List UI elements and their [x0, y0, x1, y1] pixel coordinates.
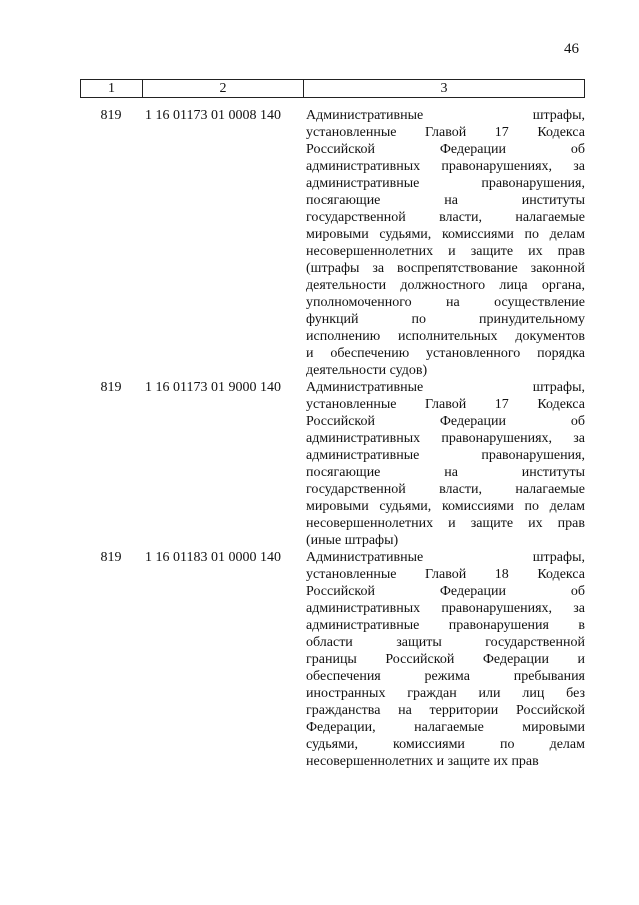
description-line: установленные Главой 18 Кодекса — [306, 567, 585, 582]
description-line: Административные штрафы, — [306, 380, 585, 395]
header-col-3: 3 — [440, 81, 448, 96]
description-line: государственной власти, налагаемые — [306, 210, 585, 225]
table-row — [80, 107, 585, 379]
description-line: мировыми судьями, комиссиями по делам — [306, 499, 585, 514]
admin-code: 819 — [100, 550, 122, 565]
description-line: административных правонарушениях, за — [306, 159, 585, 174]
description-line: административные правонарушения в — [306, 618, 585, 633]
table-row — [80, 549, 585, 770]
header-col-2: 2 — [143, 80, 304, 97]
description-line: административных правонарушениях, за — [306, 601, 585, 616]
description-line: деятельности судов) — [306, 363, 428, 378]
description-line: и обеспечению установленного порядка — [306, 346, 585, 361]
description-line: гражданства на территории Российской — [306, 703, 585, 718]
description-line: деятельности должностного лица органа, — [306, 278, 585, 293]
budget-classification-code: 1 16 01183 01 0000 140 — [145, 550, 281, 565]
table-header — [80, 79, 585, 98]
description-line: Российской Федерации об — [306, 584, 585, 599]
description-line: несовершеннолетних и защите их прав — [306, 244, 585, 259]
description-line: области защиты государственной — [306, 635, 585, 650]
description-line: несовершеннолетних и защите их прав — [306, 754, 539, 769]
description-line: (иные штрафы) — [306, 533, 399, 548]
description-line: посягающие на институты — [306, 193, 585, 208]
table-body — [80, 107, 585, 770]
revenue-description — [306, 107, 585, 379]
description-line: функций по принудительному — [306, 312, 585, 327]
admin-code: 819 — [100, 108, 122, 123]
description-line: административные правонарушения, — [306, 448, 585, 463]
table-row — [80, 379, 585, 549]
description-line: Административные штрафы, — [306, 108, 585, 123]
page-number: 46 — [564, 41, 579, 57]
description-line: несовершеннолетних и защите их прав — [306, 516, 585, 531]
description-line: (штрафы за воспрепятствование законной — [306, 261, 585, 276]
budget-classification-code: 1 16 01173 01 0008 140 — [145, 108, 281, 123]
revenue-description — [306, 549, 585, 770]
description-line: Российской Федерации об — [306, 414, 585, 429]
description-line: Федерации, налагаемые мировыми — [306, 720, 585, 735]
description-line: посягающие на институты — [306, 465, 585, 480]
description-line: Российской Федерации об — [306, 142, 585, 157]
description-line: мировыми судьями, комиссиями по делам — [306, 227, 585, 242]
description-line: уполномоченного на осуществление — [306, 295, 585, 310]
description-line: исполнению исполнительных документов — [306, 329, 585, 344]
admin-code: 819 — [100, 380, 122, 395]
budget-classification-code: 1 16 01173 01 9000 140 — [145, 380, 281, 395]
header-col-1: 1 — [81, 80, 143, 97]
description-line: обеспечения режима пребывания — [306, 669, 585, 684]
description-line: государственной власти, налагаемые — [306, 482, 585, 497]
description-line: иностранных граждан или лиц без — [306, 686, 585, 701]
description-line: Административные штрафы, — [306, 550, 585, 565]
revenue-description — [306, 379, 585, 549]
description-line: административные правонарушения, — [306, 176, 585, 191]
description-line: административных правонарушениях, за — [306, 431, 585, 446]
description-line: установленные Главой 17 Кодекса — [306, 125, 585, 140]
description-line: границы Российской Федерации и — [306, 652, 585, 667]
description-line: судьями, комиссиями по делам — [306, 737, 585, 752]
description-line: установленные Главой 17 Кодекса — [306, 397, 585, 412]
